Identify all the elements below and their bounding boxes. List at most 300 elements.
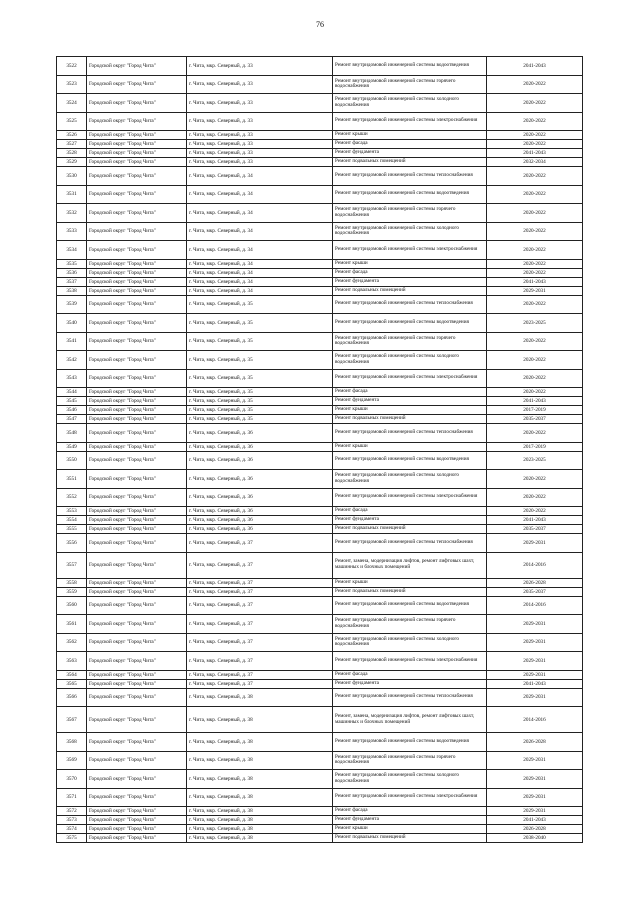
- row-number: 3558: [57, 578, 87, 587]
- work-type-cell: Ремонт фасада: [333, 807, 487, 816]
- row-number: 3531: [57, 185, 87, 204]
- work-type-cell: Ремонт внутридомовой инженерной системы электроснабжения: [333, 112, 487, 131]
- municipality-cell: Городской округ "Город Чита": [87, 277, 187, 286]
- municipality-cell: Городской округ "Город Чита": [87, 470, 187, 489]
- table-row: [57, 268, 583, 277]
- row-number: 3522: [57, 57, 87, 76]
- row-number: 3528: [57, 149, 87, 158]
- work-type-cell: Ремонт, замена, модернизация лифтов, ремонт лифтовых шахт, машинных и блочных помещений: [333, 552, 487, 578]
- table-row: [57, 807, 583, 816]
- row-number: 3560: [57, 596, 87, 615]
- municipality-cell: Городской округ "Город Чита": [87, 534, 187, 553]
- work-type-cell: Ремонт фасада: [333, 507, 487, 516]
- work-type-cell: Ремонт подвальных помещений: [333, 286, 487, 295]
- work-type-cell: Ремонт внутридомовой инженерной системы горячего водоснабжения: [333, 204, 487, 223]
- work-type-cell: Ремонт крыши: [333, 131, 487, 140]
- table-row: [57, 451, 583, 470]
- row-number: 3524: [57, 94, 87, 113]
- work-type-cell: Ремонт внутридомовой инженерной системы горячего водоснабжения: [333, 332, 487, 351]
- period-cell: 2029-2031: [487, 807, 583, 816]
- municipality-cell: Городской округ "Город Чита": [87, 415, 187, 424]
- municipality-cell: Городской округ "Город Чита": [87, 222, 187, 241]
- address-cell: г. Чита, мкр. Северный, д. 38: [187, 825, 333, 834]
- row-number: 3559: [57, 587, 87, 596]
- work-type-cell: Ремонт фундамента: [333, 397, 487, 406]
- work-type-cell: Ремонт внутридомовой инженерной системы электроснабжения: [333, 369, 487, 388]
- period-cell: 2041-2043: [487, 57, 583, 76]
- work-type-cell: Ремонт внутридомовой инженерной системы водоотведения: [333, 57, 487, 76]
- work-type-cell: Ремонт внутридомовой инженерной системы теплоснабжения: [333, 295, 487, 314]
- work-type-cell: Ремонт фундамента: [333, 516, 487, 525]
- municipality-cell: Городской округ "Город Чита": [87, 131, 187, 140]
- municipality-cell: Городской округ "Город Чита": [87, 388, 187, 397]
- work-type-cell: Ремонт фасада: [333, 670, 487, 679]
- address-cell: г. Чита, мкр. Северный, д. 35: [187, 295, 333, 314]
- row-number: 3552: [57, 488, 87, 507]
- table-row: [57, 112, 583, 131]
- row-number: 3547: [57, 415, 87, 424]
- municipality-cell: Городской округ "Город Чита": [87, 688, 187, 707]
- work-type-cell: Ремонт внутридомовой инженерной системы водоотведения: [333, 733, 487, 752]
- repair-schedule-table: [56, 56, 583, 843]
- row-number: 3572: [57, 807, 87, 816]
- period-cell: 2020-2022: [487, 351, 583, 370]
- address-cell: г. Чита, мкр. Северный, д. 38: [187, 788, 333, 807]
- municipality-cell: Городской округ "Город Чита": [87, 424, 187, 443]
- table-row: [57, 140, 583, 149]
- period-cell: 2026-2028: [487, 578, 583, 587]
- municipality-cell: Городской округ "Город Чита": [87, 369, 187, 388]
- address-cell: г. Чита, мкр. Северный, д. 33: [187, 131, 333, 140]
- work-type-cell: Ремонт подвальных помещений: [333, 834, 487, 843]
- row-number: 3529: [57, 158, 87, 167]
- address-cell: г. Чита, мкр. Северный, д. 33: [187, 149, 333, 158]
- table-row: [57, 688, 583, 707]
- table-row: [57, 516, 583, 525]
- municipality-cell: Городской округ "Город Чита": [87, 57, 187, 76]
- period-cell: 2029-2031: [487, 688, 583, 707]
- period-cell: 2029-2031: [487, 770, 583, 789]
- work-type-cell: Ремонт внутридомовой инженерной системы холодного водоснабжения: [333, 94, 487, 113]
- address-cell: г. Чита, мкр. Северный, д. 34: [187, 259, 333, 268]
- period-cell: 2029-2031: [487, 286, 583, 295]
- period-cell: 2041-2043: [487, 277, 583, 286]
- work-type-cell: Ремонт внутридомовой инженерной системы теплоснабжения: [333, 688, 487, 707]
- table-row: [57, 397, 583, 406]
- municipality-cell: Городской округ "Город Чита": [87, 488, 187, 507]
- municipality-cell: Городской округ "Город Чита": [87, 442, 187, 451]
- municipality-cell: Городской округ "Город Чита": [87, 259, 187, 268]
- table-row: [57, 525, 583, 534]
- work-type-cell: Ремонт крыши: [333, 259, 487, 268]
- table-row: [57, 149, 583, 158]
- period-cell: 2029-2031: [487, 652, 583, 671]
- municipality-cell: Городской округ "Город Чита": [87, 406, 187, 415]
- municipality-cell: Городской округ "Город Чита": [87, 770, 187, 789]
- address-cell: г. Чита, мкр. Северный, д. 33: [187, 158, 333, 167]
- period-cell: 2041-2043: [487, 679, 583, 688]
- municipality-cell: Городской округ "Город Чита": [87, 149, 187, 158]
- period-cell: 2020-2022: [487, 268, 583, 277]
- work-type-cell: Ремонт внутридомовой инженерной системы электроснабжения: [333, 241, 487, 260]
- municipality-cell: Городской округ "Город Чита": [87, 733, 187, 752]
- period-cell: 2020-2022: [487, 131, 583, 140]
- row-number: 3534: [57, 241, 87, 260]
- municipality-cell: Городской округ "Город Чита": [87, 751, 187, 770]
- table-row: [57, 788, 583, 807]
- row-number: 3544: [57, 388, 87, 397]
- row-number: 3550: [57, 451, 87, 470]
- table-row: [57, 369, 583, 388]
- work-type-cell: Ремонт внутридомовой инженерной системы теплоснабжения: [333, 167, 487, 186]
- row-number: 3545: [57, 397, 87, 406]
- period-cell: 2032-2034: [487, 158, 583, 167]
- row-number: 3565: [57, 679, 87, 688]
- address-cell: г. Чита, мкр. Северный, д. 35: [187, 314, 333, 333]
- work-type-cell: Ремонт фундамента: [333, 277, 487, 286]
- row-number: 3540: [57, 314, 87, 333]
- municipality-cell: Городской округ "Город Чита": [87, 679, 187, 688]
- address-cell: г. Чита, мкр. Северный, д. 34: [187, 204, 333, 223]
- table-row: [57, 57, 583, 76]
- work-type-cell: Ремонт внутридомовой инженерной системы холодного водоснабжения: [333, 222, 487, 241]
- work-type-cell: Ремонт внутридомовой инженерной системы горячего водоснабжения: [333, 615, 487, 634]
- table-row: [57, 424, 583, 443]
- table-row: [57, 652, 583, 671]
- row-number: 3556: [57, 534, 87, 553]
- row-number: 3570: [57, 770, 87, 789]
- work-type-cell: Ремонт фундамента: [333, 149, 487, 158]
- address-cell: г. Чита, мкр. Северный, д. 37: [187, 587, 333, 596]
- address-cell: г. Чита, мкр. Северный, д. 33: [187, 94, 333, 113]
- period-cell: 2020-2022: [487, 470, 583, 489]
- table-row: [57, 406, 583, 415]
- municipality-cell: Городской округ "Город Чита": [87, 552, 187, 578]
- period-cell: 2020-2022: [487, 241, 583, 260]
- address-cell: г. Чита, мкр. Северный, д. 35: [187, 415, 333, 424]
- period-cell: 2041-2043: [487, 816, 583, 825]
- municipality-cell: Городской округ "Город Чита": [87, 578, 187, 587]
- work-type-cell: Ремонт крыши: [333, 578, 487, 587]
- municipality-cell: Городской округ "Город Чита": [87, 707, 187, 733]
- address-cell: г. Чита, мкр. Северный, д. 38: [187, 707, 333, 733]
- municipality-cell: Городской округ "Город Чита": [87, 633, 187, 652]
- municipality-cell: Городской округ "Город Чита": [87, 158, 187, 167]
- period-cell: 2035-2037: [487, 587, 583, 596]
- table-row: [57, 75, 583, 94]
- work-type-cell: Ремонт фасада: [333, 140, 487, 149]
- period-cell: 2020-2022: [487, 185, 583, 204]
- table-row: [57, 670, 583, 679]
- table-row: [57, 816, 583, 825]
- row-number: 3523: [57, 75, 87, 94]
- municipality-cell: Городской округ "Город Чита": [87, 204, 187, 223]
- address-cell: г. Чита, мкр. Северный, д. 37: [187, 670, 333, 679]
- row-number: 3569: [57, 751, 87, 770]
- municipality-cell: Городской округ "Город Чита": [87, 351, 187, 370]
- address-cell: г. Чита, мкр. Северный, д. 33: [187, 140, 333, 149]
- table-row: [57, 204, 583, 223]
- row-number: 3561: [57, 615, 87, 634]
- address-cell: г. Чита, мкр. Северный, д. 36: [187, 488, 333, 507]
- address-cell: г. Чита, мкр. Северный, д. 35: [187, 406, 333, 415]
- work-type-cell: Ремонт внутридомовой инженерной системы водоотведения: [333, 451, 487, 470]
- address-cell: г. Чита, мкр. Северный, д. 33: [187, 112, 333, 131]
- table-row: [57, 679, 583, 688]
- row-number: 3546: [57, 406, 87, 415]
- municipality-cell: Городской округ "Город Чита": [87, 185, 187, 204]
- work-type-cell: Ремонт внутридомовой инженерной системы теплоснабжения: [333, 534, 487, 553]
- address-cell: г. Чита, мкр. Северный, д. 34: [187, 286, 333, 295]
- page-number: 76: [316, 20, 324, 29]
- period-cell: 2020-2022: [487, 388, 583, 397]
- period-cell: 2029-2031: [487, 788, 583, 807]
- row-number: 3542: [57, 351, 87, 370]
- row-number: 3571: [57, 788, 87, 807]
- row-number: 3554: [57, 516, 87, 525]
- row-number: 3526: [57, 131, 87, 140]
- period-cell: 2020-2022: [487, 75, 583, 94]
- row-number: 3537: [57, 277, 87, 286]
- address-cell: г. Чита, мкр. Северный, д. 35: [187, 332, 333, 351]
- work-type-cell: Ремонт внутридомовой инженерной системы холодного водоснабжения: [333, 351, 487, 370]
- address-cell: г. Чита, мкр. Северный, д. 35: [187, 388, 333, 397]
- municipality-cell: Городской округ "Город Чита": [87, 241, 187, 260]
- address-cell: г. Чита, мкр. Северный, д. 36: [187, 470, 333, 489]
- address-cell: г. Чита, мкр. Северный, д. 38: [187, 770, 333, 789]
- row-number: 3525: [57, 112, 87, 131]
- municipality-cell: Городской округ "Город Чита": [87, 587, 187, 596]
- period-cell: 2038-2040: [487, 834, 583, 843]
- table-row: [57, 470, 583, 489]
- period-cell: 2029-2031: [487, 670, 583, 679]
- table-row: [57, 241, 583, 260]
- period-cell: 2020-2022: [487, 424, 583, 443]
- table-row: [57, 415, 583, 424]
- address-cell: г. Чита, мкр. Северный, д. 38: [187, 751, 333, 770]
- table-row: [57, 488, 583, 507]
- row-number: 3555: [57, 525, 87, 534]
- table-row: [57, 733, 583, 752]
- address-cell: г. Чита, мкр. Северный, д. 38: [187, 807, 333, 816]
- work-type-cell: Ремонт подвальных помещений: [333, 587, 487, 596]
- work-type-cell: Ремонт внутридомовой инженерной системы водоотведения: [333, 314, 487, 333]
- table-row: [57, 770, 583, 789]
- work-type-cell: Ремонт внутридомовой инженерной системы электроснабжения: [333, 488, 487, 507]
- address-cell: г. Чита, мкр. Северный, д. 36: [187, 451, 333, 470]
- work-type-cell: Ремонт крыши: [333, 442, 487, 451]
- address-cell: г. Чита, мкр. Северный, д. 34: [187, 241, 333, 260]
- period-cell: 2020-2022: [487, 507, 583, 516]
- table-row: [57, 332, 583, 351]
- table-row: [57, 131, 583, 140]
- row-number: 3541: [57, 332, 87, 351]
- municipality-cell: Городской округ "Город Чита": [87, 788, 187, 807]
- table-row: [57, 825, 583, 834]
- table-row: [57, 578, 583, 587]
- address-cell: г. Чита, мкр. Северный, д. 34: [187, 222, 333, 241]
- period-cell: 2020-2022: [487, 332, 583, 351]
- municipality-cell: Городской округ "Город Чита": [87, 825, 187, 834]
- row-number: 3533: [57, 222, 87, 241]
- address-cell: г. Чита, мкр. Северный, д. 36: [187, 516, 333, 525]
- row-number: 3562: [57, 633, 87, 652]
- address-cell: г. Чита, мкр. Северный, д. 37: [187, 534, 333, 553]
- period-cell: 2020-2022: [487, 295, 583, 314]
- work-type-cell: Ремонт внутридомовой инженерной системы водоотведения: [333, 185, 487, 204]
- work-type-cell: Ремонт крыши: [333, 406, 487, 415]
- work-type-cell: Ремонт фундамента: [333, 679, 487, 688]
- period-cell: 2041-2043: [487, 149, 583, 158]
- work-type-cell: Ремонт внутридомовой инженерной системы холодного водоснабжения: [333, 470, 487, 489]
- address-cell: г. Чита, мкр. Северный, д. 37: [187, 552, 333, 578]
- work-type-cell: Ремонт внутридомовой инженерной системы горячего водоснабжения: [333, 75, 487, 94]
- row-number: 3535: [57, 259, 87, 268]
- address-cell: г. Чита, мкр. Северный, д. 37: [187, 615, 333, 634]
- row-number: 3548: [57, 424, 87, 443]
- row-number: 3549: [57, 442, 87, 451]
- row-number: 3574: [57, 825, 87, 834]
- period-cell: 2020-2022: [487, 369, 583, 388]
- address-cell: г. Чита, мкр. Северный, д. 37: [187, 578, 333, 587]
- work-type-cell: Ремонт внутридомовой инженерной системы горячего водоснабжения: [333, 751, 487, 770]
- table-row: [57, 295, 583, 314]
- period-cell: 2014-2016: [487, 552, 583, 578]
- municipality-cell: Городской округ "Город Чита": [87, 397, 187, 406]
- table-row: [57, 286, 583, 295]
- table-row: [57, 222, 583, 241]
- address-cell: г. Чита, мкр. Северный, д. 36: [187, 525, 333, 534]
- period-cell: 2020-2022: [487, 94, 583, 113]
- row-number: 3563: [57, 652, 87, 671]
- period-cell: 2017-2019: [487, 406, 583, 415]
- municipality-cell: Городской округ "Город Чита": [87, 140, 187, 149]
- municipality-cell: Городской округ "Город Чита": [87, 516, 187, 525]
- row-number: 3532: [57, 204, 87, 223]
- municipality-cell: Городской округ "Город Чита": [87, 286, 187, 295]
- row-number: 3536: [57, 268, 87, 277]
- row-number: 3566: [57, 688, 87, 707]
- period-cell: 2020-2022: [487, 488, 583, 507]
- row-number: 3573: [57, 816, 87, 825]
- municipality-cell: Городской округ "Город Чита": [87, 167, 187, 186]
- period-cell: 2029-2031: [487, 534, 583, 553]
- period-cell: 2035-2037: [487, 525, 583, 534]
- address-cell: г. Чита, мкр. Северный, д. 36: [187, 442, 333, 451]
- period-cell: 2029-2031: [487, 633, 583, 652]
- work-type-cell: Ремонт внутридомовой инженерной системы электроснабжения: [333, 652, 487, 671]
- address-cell: г. Чита, мкр. Северный, д. 35: [187, 397, 333, 406]
- address-cell: г. Чита, мкр. Северный, д. 35: [187, 369, 333, 388]
- work-type-cell: Ремонт фасада: [333, 268, 487, 277]
- row-number: 3539: [57, 295, 87, 314]
- work-type-cell: Ремонт внутридомовой инженерной системы холодного водоснабжения: [333, 770, 487, 789]
- municipality-cell: Городской округ "Город Чита": [87, 451, 187, 470]
- period-cell: 2020-2022: [487, 222, 583, 241]
- period-cell: 2014-2016: [487, 707, 583, 733]
- address-cell: г. Чита, мкр. Северный, д. 34: [187, 167, 333, 186]
- table-row: [57, 442, 583, 451]
- row-number: 3564: [57, 670, 87, 679]
- address-cell: г. Чита, мкр. Северный, д. 38: [187, 816, 333, 825]
- table-row: [57, 158, 583, 167]
- municipality-cell: Городской округ "Город Чита": [87, 94, 187, 113]
- period-cell: 2014-2016: [487, 596, 583, 615]
- row-number: 3567: [57, 707, 87, 733]
- municipality-cell: Городской округ "Город Чита": [87, 816, 187, 825]
- row-number: 3557: [57, 552, 87, 578]
- row-number: 3568: [57, 733, 87, 752]
- municipality-cell: Городской округ "Город Чита": [87, 332, 187, 351]
- municipality-cell: Городской округ "Город Чита": [87, 834, 187, 843]
- address-cell: г. Чита, мкр. Северный, д. 37: [187, 679, 333, 688]
- period-cell: 2026-2028: [487, 825, 583, 834]
- table-row: [57, 185, 583, 204]
- address-cell: г. Чита, мкр. Северный, д. 34: [187, 185, 333, 204]
- table-row: [57, 587, 583, 596]
- address-cell: г. Чита, мкр. Северный, д. 33: [187, 75, 333, 94]
- work-type-cell: Ремонт внутридомовой инженерной системы электроснабжения: [333, 788, 487, 807]
- period-cell: 2041-2043: [487, 397, 583, 406]
- table-row: [57, 552, 583, 578]
- work-type-cell: Ремонт крыши: [333, 825, 487, 834]
- table-row: [57, 277, 583, 286]
- period-cell: 2029-2031: [487, 751, 583, 770]
- table-row: [57, 388, 583, 397]
- work-type-cell: Ремонт подвальных помещений: [333, 525, 487, 534]
- period-cell: 2020-2022: [487, 259, 583, 268]
- municipality-cell: Городской округ "Город Чита": [87, 507, 187, 516]
- period-cell: 2020-2022: [487, 204, 583, 223]
- row-number: 3527: [57, 140, 87, 149]
- address-cell: г. Чита, мкр. Северный, д. 37: [187, 596, 333, 615]
- work-type-cell: Ремонт подвальных помещений: [333, 415, 487, 424]
- municipality-cell: Городской округ "Город Чита": [87, 652, 187, 671]
- table-row: [57, 596, 583, 615]
- table-row: [57, 259, 583, 268]
- period-cell: 2020-2022: [487, 112, 583, 131]
- work-type-cell: Ремонт внутридомовой инженерной системы водоотведения: [333, 596, 487, 615]
- period-cell: 2029-2031: [487, 615, 583, 634]
- table-row: [57, 751, 583, 770]
- work-type-cell: Ремонт подвальных помещений: [333, 158, 487, 167]
- table-row: [57, 351, 583, 370]
- municipality-cell: Городской округ "Город Чита": [87, 615, 187, 634]
- address-cell: г. Чита, мкр. Северный, д. 38: [187, 688, 333, 707]
- address-cell: г. Чита, мкр. Северный, д. 34: [187, 268, 333, 277]
- address-cell: г. Чита, мкр. Северный, д. 38: [187, 733, 333, 752]
- work-type-cell: Ремонт внутридомовой инженерной системы теплоснабжения: [333, 424, 487, 443]
- table-row: [57, 314, 583, 333]
- work-type-cell: Ремонт фасада: [333, 388, 487, 397]
- address-cell: г. Чита, мкр. Северный, д. 35: [187, 351, 333, 370]
- period-cell: 2041-2043: [487, 516, 583, 525]
- period-cell: 2020-2022: [487, 140, 583, 149]
- table-row: [57, 707, 583, 733]
- municipality-cell: Городской округ "Город Чита": [87, 295, 187, 314]
- period-cell: 2026-2028: [487, 733, 583, 752]
- work-type-cell: Ремонт, замена, модернизация лифтов, ремонт лифтовых шахт, машинных и блочных помещений: [333, 707, 487, 733]
- period-cell: 2023-2025: [487, 451, 583, 470]
- table-row: [57, 167, 583, 186]
- row-number: 3538: [57, 286, 87, 295]
- table-row: [57, 94, 583, 113]
- municipality-cell: Городской округ "Город Чита": [87, 314, 187, 333]
- work-type-cell: Ремонт фундамента: [333, 816, 487, 825]
- table-row: [57, 534, 583, 553]
- period-cell: 2020-2022: [487, 167, 583, 186]
- row-number: 3551: [57, 470, 87, 489]
